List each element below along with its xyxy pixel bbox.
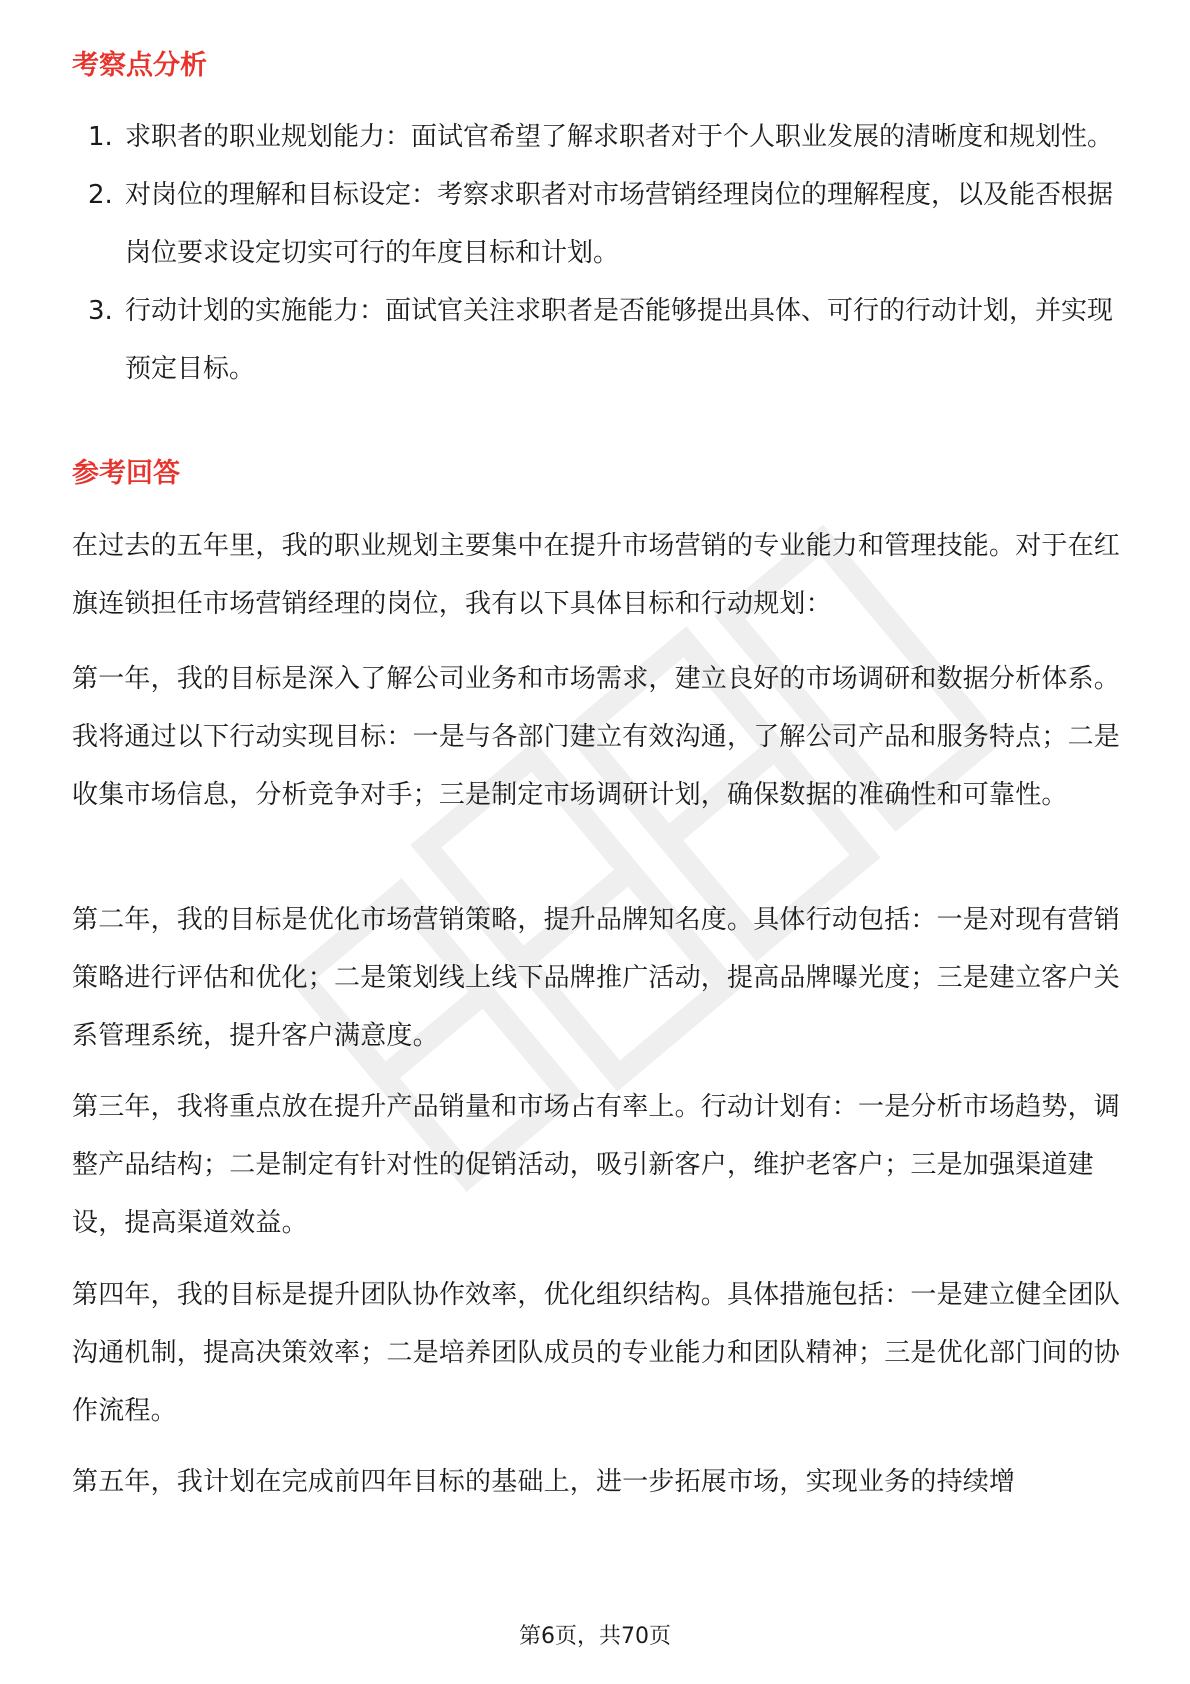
intro-paragraph: 在过去的五年里，我的职业规划主要集中在提升市场营销的专业能力和管理技能。对于在红旗连锁担任市场营销经理的岗位，我有以下具体目标和行动规划： (72, 531, 1121, 619)
analysis-heading: 考察点分析 (72, 50, 207, 81)
analysis-list (72, 108, 1122, 398)
year-one-paragraph: 第一年，我的目标是深入了解公司业务和市场需求，建立良好的市场调研和数据分析体系。我将通过以下行动实现目标：一是与各部门建立有效沟通，了解公司产品和服务特点；二是收集市场信息，分析竞争对手；三是制定市场调研计划，确保数据的准确性和可靠性。 (72, 664, 1121, 810)
list-item (72, 166, 1122, 282)
answer-heading: 参考回答 (72, 458, 180, 489)
year-five-paragraph: 第五年，我计划在完成前四年目标的基础上，进一步拓展市场，实现业务的持续增 (72, 1467, 1016, 1497)
year-three-paragraph: 第三年，我将重点放在提升产品销量和市场占有率上。行动计划有：一是分析市场趋势，调整产品结构；二是制定有针对性的促销活动，吸引新客户，维护老客户；三是加强渠道建设，提高渠道效益。 (72, 1092, 1121, 1238)
list-text: 行动计划的实施能力：面试官关注求职者是否能够提出具体、可行的行动计划，并实现预定目标。 (125, 296, 1114, 384)
list-item (72, 108, 1122, 166)
year-two-paragraph: 第二年，我的目标是优化市场营销策略，提升品牌知名度。具体行动包括：一是对现有营销策略进行评估和优化；二是策划线上线下品牌推广活动，提高品牌曝光度；三是建立客户关系管理系统，提升客户满意度。 (72, 905, 1121, 1051)
list-item (72, 282, 1122, 398)
page-number: 第6页，共70页 (519, 1624, 671, 1649)
list-number: 2. (88, 180, 113, 210)
list-text: 求职者的职业规划能力：面试官希望了解求职者对于个人职业发展的清晰度和规划性。 (125, 122, 1114, 152)
list-text: 对岗位的理解和目标设定：考察求职者对市场营销经理岗位的理解程度，以及能否根据岗位要求设定切实可行的年度目标和计划。 (125, 180, 1114, 268)
year-four-paragraph: 第四年，我的目标是提升团队协作效率，优化组织结构。具体措施包括：一是建立健全团队沟通机制，提高决策效率；二是培养团队成员的专业能力和团队精神；三是优化部门间的协作流程。 (72, 1280, 1121, 1426)
list-number: 1. (88, 122, 113, 152)
list-number: 3. (88, 296, 113, 326)
